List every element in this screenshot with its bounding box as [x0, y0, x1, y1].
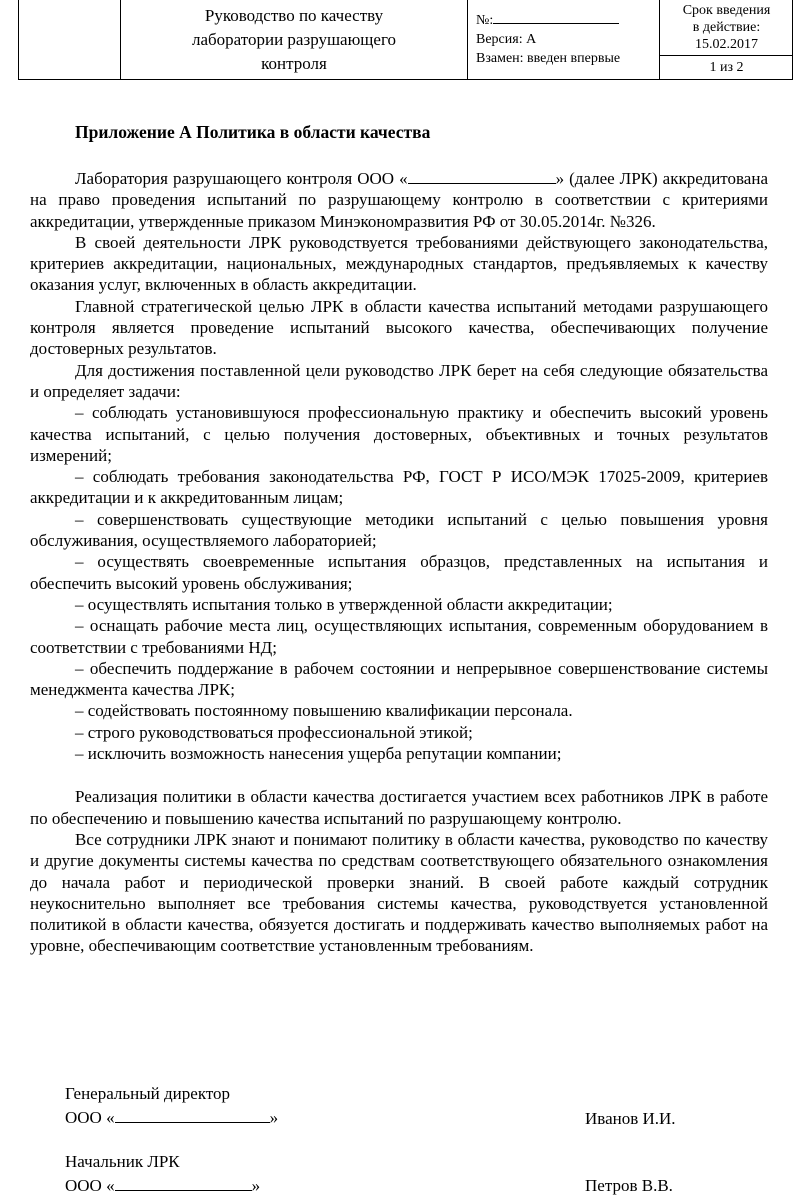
page-number: 1 из 2: [709, 60, 744, 75]
org-suffix: »: [251, 1176, 261, 1195]
signer-position: Генеральный директор: [65, 1084, 231, 1103]
paragraph: В своей деятельности ЛРК руководствуется требованиями действующего законодательства, критериев аккредитации, национальных, международных стандартов, предъявляемых к качеству оказания услуг, включенных в область аккредитации.: [30, 232, 768, 295]
task-item: – исключить возможность нанесения ущерба репутации компании;: [75, 744, 562, 764]
task-item: – строго руководствоваться профессиональной этикой;: [75, 722, 473, 742]
intro-text-end: » (далее ЛРК) аккредитована на право проведения испытаний по разрушающему контролю в соответствии с критериями аккредитации, утвержденные приказом Минэкономразвития РФ от 30.05.2014г. №326.: [30, 169, 768, 231]
task-item: – обеспечить поддержание в рабочем состоянии и непрерывное совершенствование системы менеджмента качества ЛРК;: [30, 658, 768, 700]
org-prefix: ООО «: [65, 1108, 115, 1127]
effective-line: Срок введения: [682, 3, 771, 18]
signature-block-head: [65, 1150, 260, 1198]
header-version-cell: [468, 0, 660, 79]
number-label: №:: [476, 13, 494, 28]
header-title-line: контроля: [261, 54, 327, 73]
task-item: – осуществять своевременные испытания образцов, представленных на испытания и обеспечить высокий уровень обслуживания;: [30, 552, 768, 593]
signer-name: Иванов И.И.: [585, 1109, 676, 1128]
task-item: – соблюдать установившуюся профессиональную практику и обеспечить высокий уровень качества испытаний, с целью получения достоверных, объективных и точных результатов измерений;: [30, 403, 768, 465]
effective-line: в действие:: [692, 20, 761, 35]
header-title-line: Руководство по качеству: [204, 6, 384, 25]
paragraph: Для достижения поставленной цели руководство ЛРК берет на себя следующие обязательства и определяет задачи:: [30, 360, 768, 401]
version-text: Версия: А: [476, 32, 537, 47]
task-item: – осуществлять испытания только в утвержденной области аккредитации;: [75, 594, 613, 614]
number-blank: [493, 10, 619, 24]
policy-body: [30, 168, 768, 957]
signer-name: Петров В.В.: [585, 1176, 673, 1195]
signer-position: Начальник ЛРК: [65, 1152, 180, 1171]
header-title-line: лаборатории разрушающего: [192, 30, 396, 49]
closing-paragraph: Реализация политики в области качества достигается участием всех работников ЛРК в работе по обеспечению и повышению качества испытаний по разрушающему контролю.: [30, 787, 768, 828]
task-item: – оснащать рабочие места лиц, осуществляющих испытания, современным оборудованием в соответствии с требованиями НД;: [30, 616, 768, 657]
intro-paragraph: [30, 168, 768, 232]
task-item: – содействовать постоянному повышению квалификации персонала.: [75, 701, 573, 721]
org-suffix: »: [269, 1108, 279, 1127]
paragraph: Главной стратегической целью ЛРК в области качества испытаний методами разрушающего контроля является проведение испытаний высокого качества, обеспечивающих получение достоверных результатов.: [30, 296, 768, 359]
signature-block-director: [65, 1082, 278, 1130]
header-title-cell: [121, 0, 468, 79]
intro-text-start: Лаборатория разрушающего контроля ООО «: [75, 169, 408, 188]
appendix-title: Приложение А Политика в области качества: [75, 122, 431, 142]
document-header-table: [18, 0, 793, 80]
task-item: – соблюдать требования законодательства РФ, ГОСТ Р ИСО/МЭК 17025-2009, критериев аккредитации и к аккредитованным лицам;: [30, 467, 768, 508]
effective-date: 15.02.2017: [695, 37, 758, 52]
org-blank: [115, 1176, 252, 1191]
org-prefix: ООО «: [65, 1176, 115, 1195]
replaces-text: Взамен: введен впервые: [476, 51, 621, 66]
closing-paragraph: Все сотрудники ЛРК знают и понимают политику в области качества, руководство по качеству и другие документы системы качества по средствам соответствующего обязательного ознакомления до начала работ и периодической проверки знаний. В своей работе каждый сотрудник неукоснительно выполняет все требования системы качества, руководствуется установленной политикой в области качества, обязуется достигать и поддерживать качество выполняемых работ на уровне, обеспечивающим соответствие установленным требованиям.: [30, 829, 768, 956]
task-item: – совершенствовать существующие методики испытаний с целью повышения уровня обслуживания, осуществляемого лабораторией;: [30, 509, 768, 551]
header-logo-cell: [19, 0, 121, 79]
header-date-cell: [660, 0, 793, 79]
org-blank: [115, 1108, 270, 1123]
org-name-blank: [408, 169, 556, 184]
